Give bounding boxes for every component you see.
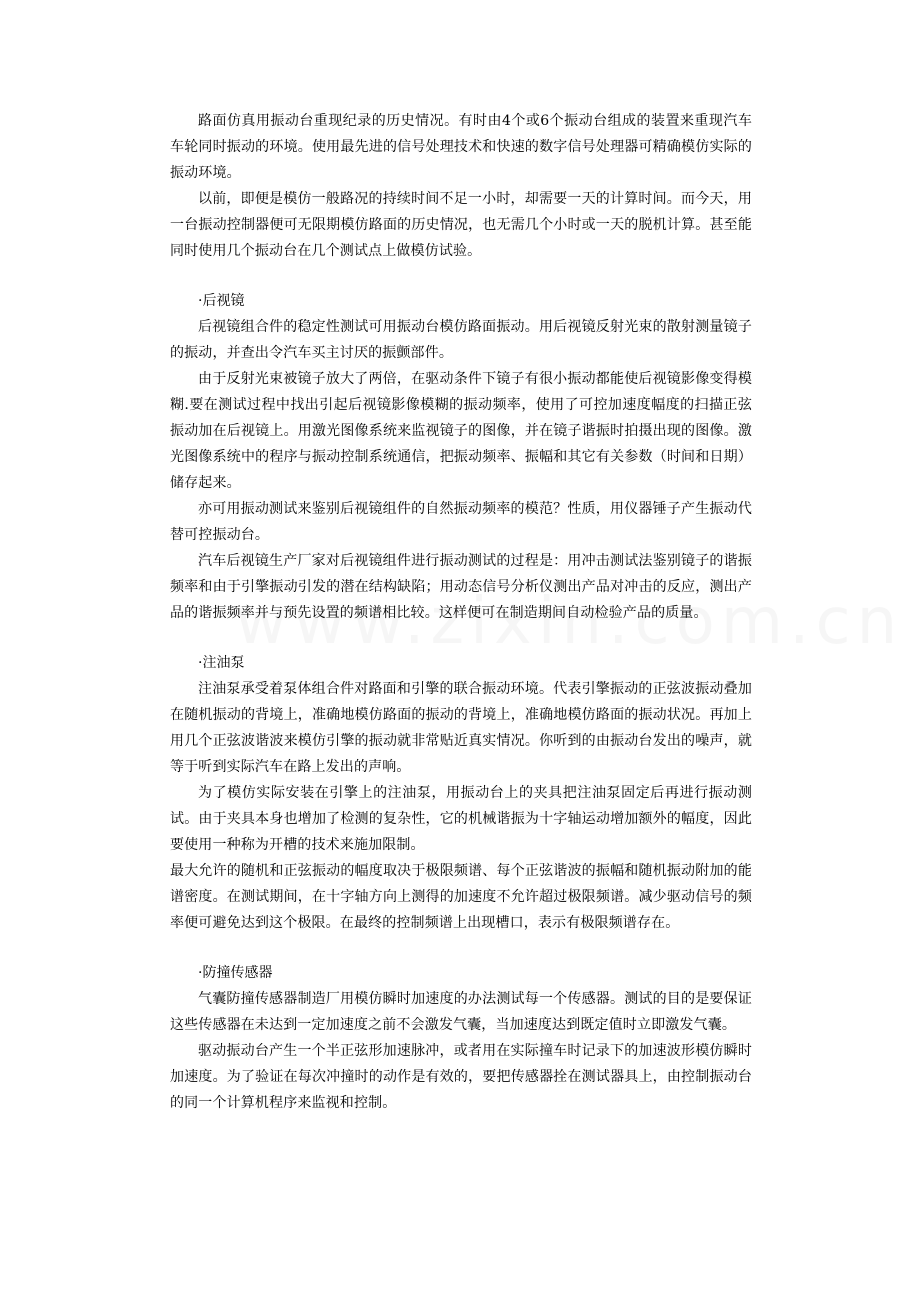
paragraph: 后视镜组合件的稳定性测试可用振动台模仿路面振动。用后视镜反射光束的散射测量镜子的振动，并查出令汽车买主讨厌的振颤部件。	[170, 319, 752, 361]
paragraph: 为了模仿实际安装在引擎上的注油泵，用振动台上的夹具把注油泵固定后再进行振动测试。由于夹具本身也增加了检测的复杂性，它的机械谐振为十字轴运动增加额外的幅度，因此要使用一种称为开槽的技术来施加限制。	[170, 785, 752, 853]
section-road-simulation	[170, 108, 752, 264]
paragraph: 注油泵承受着泵体组合件对路面和引擎的联合振动环境。代表引擎振动的正弦波振动叠加在随机振动的背境上，准确地模仿路面的振动的背境上，准确地模仿路面的振动状况。再加上用几个正弦波谐波来模仿引擎的振动就非常贴近真实情况。你听到的由振动台发出的噪声，就等于听到实际汽车在路上发出的声响。	[170, 681, 752, 775]
paragraph: 最大允许的随机和正弦振动的幅度取决于极限频谱、每个正弦谐波的振幅和随机振动附加的能谱密度。在测试期间，在十字轴方向上测得的加速度不允许超过极限频谱。减少驱动信号的频率便可避免达到这个极限。在最终的控制频谱上出现槽口，表示有极限频谱存在。	[170, 863, 752, 931]
document-body	[170, 108, 752, 1116]
section-heading: ·注油泵	[198, 655, 245, 671]
section-heading: ·防撞传感器	[198, 965, 273, 981]
section-rearview-mirror	[170, 264, 752, 626]
paragraph: 以前，即便是模仿一般路况的持续时间不足一小时，却需要一天的计算时间。而今天，用一台振动控制器便可无限期模仿路面的历史情况，也无需几个小时或一天的脱机计算。甚至能同时使用几个振动台在几个测试点上做模仿试验。	[170, 191, 752, 259]
paragraph: 路面仿真用振动台重现纪录的历史情况。有时由4个或6个振动台组成的装置来重现汽车车轮同时振动的环境。使用最先进的信号处理技术和快速的数字信号处理器可精确模仿实际的振动环境。	[170, 113, 752, 181]
paragraph: 亦可用振动测试来鉴别后视镜组件的自然振动频率的模范？性质，用仪器锤子产生振动代替可控振动台。	[170, 501, 752, 543]
section-crash-sensor	[170, 936, 752, 1116]
paragraph: 气囊防撞传感器制造厂用模仿瞬时加速度的办法测试每一个传感器。测试的目的是要保证这些传感器在未达到一定加速度之前不会激发气囊，当加速度达到既定值时立即激发气囊。	[170, 991, 752, 1033]
paragraph: 汽车后视镜生产厂家对后视镜组件进行振动测试的过程是：用冲击测试法鉴别镜子的谐振频率和由于引擎振动引发的潜在结构缺陷；用动态信号分析仪测出产品对冲击的反应，测出产品的谐振频率并与预先设置的频谱相比较。这样便可在制造期间自动检验产品的质量。	[170, 553, 752, 621]
paragraph: 由于反射光束被镜子放大了两倍，在驱动条件下镜子有很小振动都能使后视镜影像变得模糊.要在测试过程中找出引起后视镜影像模糊的振动频率，使用了可控加速度幅度的扫描正弦振动加在后视镜上。用激光图像系统来监视镜子的图像，并在镜子谐振时拍摄出现的图像。激光图像系统中的程序与振动控制系统通信，把振动频率、振幅和其它有关参数（时间和日期）储存起来。	[170, 371, 752, 491]
section-fuel-injection-pump	[170, 626, 752, 936]
section-heading: ·后视镜	[198, 293, 245, 309]
paragraph: 驱动振动台产生一个半正弦形加速脉冲，或者用在实际撞车时记录下的加速波形模仿瞬时加速度。为了验证在每次冲撞时的动作是有效的，要把传感器拴在测试器具上，由控制振动台的同一个计算机程序来监视和控制。	[170, 1043, 752, 1111]
